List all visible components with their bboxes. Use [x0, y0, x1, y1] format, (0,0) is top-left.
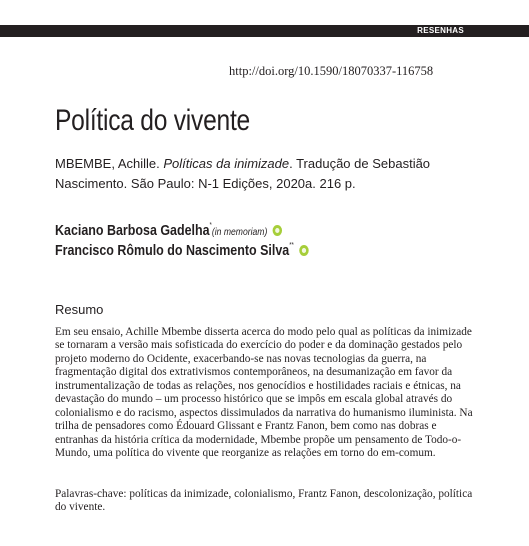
doi-link[interactable]: http://doi.org/10.1590/18070337-116758	[229, 64, 434, 78]
orcid-icon[interactable]	[299, 245, 308, 256]
book-citation	[55, 154, 485, 194]
author-2-name: Francisco Rômulo do Nascimento Silva	[55, 243, 290, 259]
author-1	[55, 223, 282, 239]
abstract-text: Em seu ensaio, Achille Mbembe disserta acerca do modo pelo qual as políticas da inimizade se tornaram a versão mais sofisticada do exercício do poder e da dominação gestados pelo projeto moderno do Ocidente, exacerbando-se nas novas tecnologias da guerra, na fragmentação digital dos extrativismos contemporâneos, na desumanização em favor da instrumentalização de todas as relações, nos genocídios e hostilidades raciais e étnicas, na devastação do mundo – um processo histórico que se impôs em escala global através do colonialismo e do racismo, aspectos dissimulados da narrativa do humanismo iluminista. Na trilha de pensadores como Édouard Glissant e Frantz Fanon, bem como nas dobras e entranhas da história crítica da modernidade, Mbembe propõe um pensamento de Todo-o-Mundo, uma política do vivente que reorganize as relações em torno do em-comum.	[55, 326, 473, 460]
orcid-icon[interactable]	[272, 225, 281, 236]
author-2-footnote-mark: **	[289, 242, 294, 249]
abstract-heading: Resumo	[55, 302, 104, 317]
author-1-note: (in memoriam)	[211, 227, 268, 238]
keywords: Palavras-chave: políticas da inimizade, colonialismo, Frantz Fanon, descolonização, política do vivente.	[55, 488, 473, 514]
citation-work-title: Políticas da inimizade	[163, 156, 290, 171]
section-header-bar	[0, 25, 529, 37]
author-1-name: Kaciano Barbosa Gadelha	[55, 223, 210, 239]
author-1-footnote-mark: *	[209, 222, 212, 229]
author-2	[55, 243, 309, 259]
article-title: Política do vivente	[55, 104, 250, 137]
section-label: RESENHAS	[417, 26, 464, 35]
citation-author: MBEMBE, Achille.	[55, 156, 164, 171]
citation-details: . Tradução de Sebastião Nascimento. São Paulo: N-1 Edições, 2020a. 216 p.	[55, 156, 431, 191]
